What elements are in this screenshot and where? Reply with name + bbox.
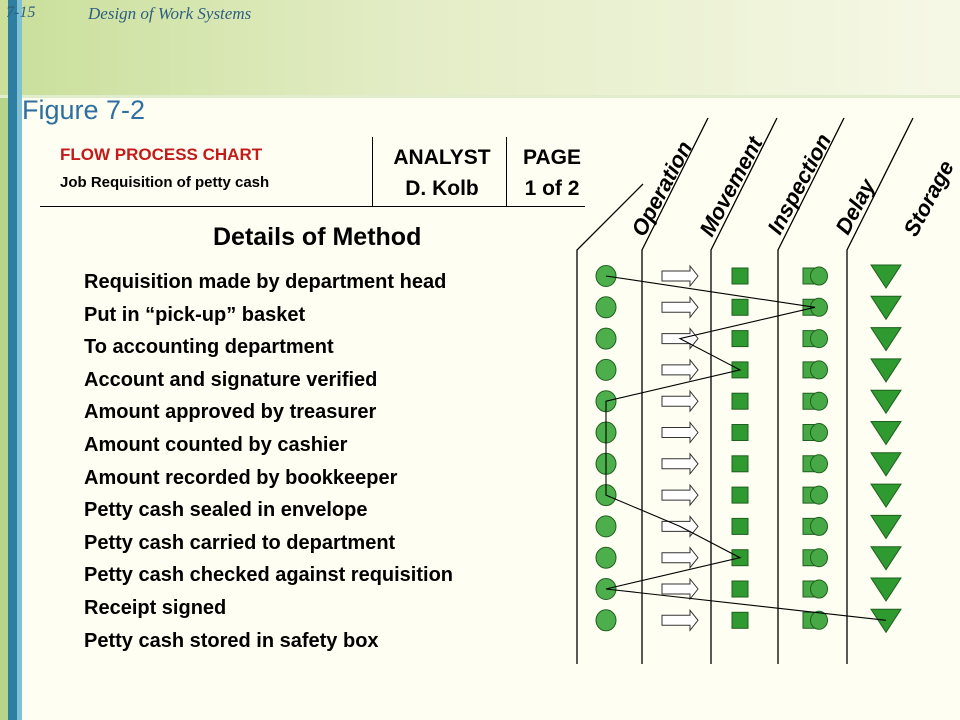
column-header-delay: Delay <box>830 174 880 239</box>
delay-symbol-cap <box>811 486 828 504</box>
movement-arrow <box>662 485 698 505</box>
storage-triangle <box>871 265 901 288</box>
step-item: Amount recorded by bookkeeper <box>84 466 398 489</box>
movement-arrow <box>662 548 698 568</box>
storage-triangle <box>871 328 901 351</box>
step-item: Receipt signed <box>84 596 227 619</box>
step-item: Petty cash stored in safety box <box>84 629 379 652</box>
delay-symbol-cap <box>811 330 828 348</box>
inspection-square <box>732 393 748 409</box>
delay-symbol-cap <box>811 424 828 442</box>
step-item: Petty cash carried to department <box>84 531 396 554</box>
movement-arrow <box>662 297 698 317</box>
column-header-operation: Operation <box>626 136 698 241</box>
movement-arrow <box>662 360 698 380</box>
inspection-square <box>732 331 748 347</box>
inspection-square <box>732 425 748 441</box>
column-header-inspection: Inspection <box>762 129 837 239</box>
figure-title: Figure 7-2 <box>22 95 146 125</box>
section-title: Details of Method <box>213 223 422 251</box>
storage-triangle <box>871 515 901 538</box>
inspection-square <box>732 581 748 597</box>
inspection-square <box>732 487 748 503</box>
delay-symbol-cap <box>811 267 828 285</box>
movement-arrow <box>662 391 698 411</box>
storage-triangle <box>871 390 901 413</box>
operation-circle <box>596 516 616 537</box>
step-item: Put in “pick-up” basket <box>84 303 306 326</box>
flow-path-line <box>606 276 886 620</box>
storage-triangle <box>871 578 901 601</box>
storage-triangle <box>871 609 901 632</box>
inspection-square <box>732 612 748 628</box>
storage-triangle <box>871 484 901 507</box>
operation-circle <box>596 297 616 318</box>
operation-circle <box>596 547 616 568</box>
delay-symbol-cap <box>811 549 828 567</box>
inspection-square <box>732 518 748 534</box>
slide-title: Design of Work Systems <box>88 4 252 23</box>
storage-triangle <box>871 422 901 445</box>
slide-number: 7-15 <box>6 4 36 21</box>
inspection-square <box>732 299 748 315</box>
step-item: Amount approved by treasurer <box>84 401 377 424</box>
chart-subtitle: Job Requisition of petty cash <box>60 174 270 191</box>
operation-circle <box>596 359 616 380</box>
page-label: PAGE <box>523 146 581 169</box>
step-item: Petty cash checked against requisition <box>84 564 454 587</box>
delay-symbol-cap <box>811 580 828 598</box>
delay-symbol-cap <box>811 455 828 473</box>
operation-circle <box>596 610 616 631</box>
movement-arrow <box>662 610 698 630</box>
operation-circle <box>596 328 616 349</box>
step-item: Petty cash sealed in envelope <box>84 499 368 522</box>
inspection-square <box>732 456 748 472</box>
storage-triangle <box>871 296 901 319</box>
delay-symbol-cap <box>811 517 828 535</box>
analyst-value: D. Kolb <box>405 177 479 200</box>
step-item: To accounting department <box>84 336 334 359</box>
delay-symbol-cap <box>811 392 828 410</box>
storage-triangle <box>871 359 901 382</box>
step-item: Requisition made by department head <box>84 271 447 293</box>
delay-symbol-cap <box>811 361 828 379</box>
column-header-movement: Movement <box>694 132 768 241</box>
movement-arrow <box>662 423 698 443</box>
step-item: Account and signature verified <box>84 368 378 391</box>
inspection-square <box>732 268 748 284</box>
movement-arrow <box>662 266 698 286</box>
page-value: 1 of 2 <box>524 177 580 200</box>
column-header-storage: Storage <box>898 156 959 241</box>
storage-triangle <box>871 453 901 476</box>
movement-arrow <box>662 454 698 474</box>
chart-title: FLOW PROCESS CHART <box>60 145 263 164</box>
storage-triangle <box>871 547 901 570</box>
analyst-label: ANALYST <box>393 146 491 169</box>
step-item: Amount counted by cashier <box>84 433 348 456</box>
